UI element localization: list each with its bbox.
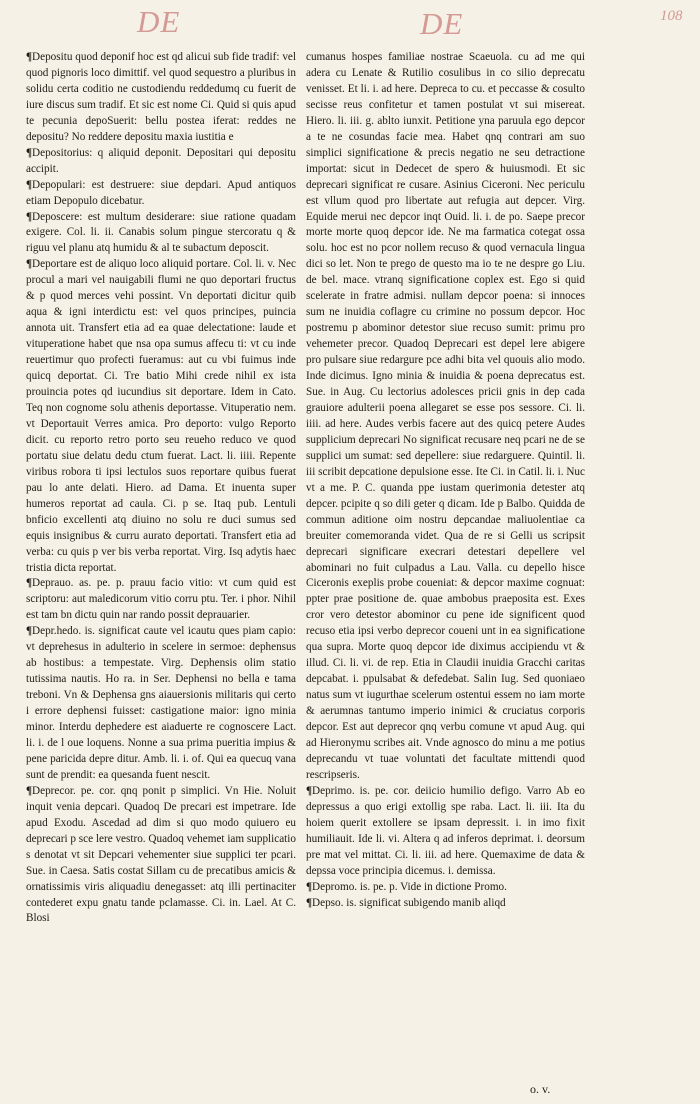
signature-mark: o. v. xyxy=(530,1082,551,1096)
entry-deportare: ¶ Deportare est de aliquo loco aliquid portare. Col. li. v. Nec procul a mari vel nauigabili flumi ne quo deportari fructus & p quod merces vehi possint. Vn deportati dicitur quib aqua & igni interdictu est: vel quos principes, puincia annota uit. Transfert etia ad ea quae delectatione: laude et vituperatione habet que nsa opa sumus affecu ti: vt cu inde reuertimur quo profecti fueramus: aut cu vbi fuimus inde quicq deportat. Ci. Tre batio Mihi crede nihil ex ista prouincia potes qd iucundius sit deportare. Idem in Cato. Teq non cognome solu athenis deportasse. Vituperatio nem. vt Deportauit Verres amica. Pro deporto: vulgo Reporto dicit. cu reporto retro porto seu reueho reduco ve quod portatu siue delatu dedu ctum fuerat. Lact. li. iiii. Repente viribus robora ti ipsi lectulos suos reportare quibus fuerat pau lo ante delati. Hiero. ad Dama. Et inuenta super humeros reportat ad caula. Ci. p se. Itaq pub. Lentuli bnficio excellenti atq diuino no solu re duci sumus sed equis insignibus & curru aurato deportati. Transfert etia ad verba: cu quis p ver bis verba reportat. Virg. Isq adytis haec tristia dicta reportat. xyxy=(26,257,296,576)
marginal-heading-middle: DE xyxy=(420,6,464,41)
entry-deprimo: ¶ Deprimo. is. pe. cor. deiicio humilio defigo. Varro Ab eo depressus a quo erigi extollig spe raba. Lact. li. iii. Ita du hoiem querit extollere se ipsam depressit. i. in imo fixit humiliauit. Ide li. vi. Altera q ad inferos deprimat. i. deorsum pre mat vel mittat. Ci. li. iii. ad here. Quemaxime de data & depssa voce principia dicemus. i. demissa. xyxy=(306,784,585,880)
entry-depromo: ¶ Depromo. is. pe. p. Vide in dictione Promo. xyxy=(306,880,585,896)
left-text-column xyxy=(26,50,296,927)
entry-depopulari: ¶ Depopulari: est destruere: siue depdari. Apud antiquos etiam Depopulo dicebatur. xyxy=(26,178,296,210)
entry-deprecor-continued: cumanus hospes familiae nostrae Scaeuola. cu ad me qui adera cu Lenate & Rutilio cosulibus in co silio deprecatu venisset. Et li. i. ad here. Depreca to cu. et peccasse & cosulto secisse reus confitetur et tamen postulat vt sui misereat. Hiero. li. iii. g. ablto iunxit. Petitione yna paruula ego depcor a te ne cosundas facie mea. Habet qnq contrari am suo simplici significatione & precis negatio ne seu detractione importat: sicut in Dedecet de spero & huiusmodi. Et sic deprecari significat re cusare. Asinius Ciceroni. Nec periculu est vllum quod pro libertate aut refugia aut depcer. Virg. Equide merui nec depcor inqt Ouid. li. i. de po. Saepe precor morte morte quoq depcor ide. Ne ma farmatica cotegat ossa solu. hoc est no pcor nollem recuso & quod vernacula lingua dici so let. Non te prego de questo ma io te ne despre go Liu. de bel. mace. vtranq significatione coplex est. Ego si quid scelerate in fratre admisi. nullam depcor poena: si innoces sum ne inuidia coflagre cu crimine no possum depcor. Hoc postremu p abominor detestor siue recuso sumit: primu pro vehemeter precor. Quadoq Deprecari est depel lere abigere pro pulsare siue redargure pce adhi bita vel quouis alio modo. Inde dicimus. Igno minia & inuidia & poena deprecatus est. Sue. in Aug. Cu lectorius adolesces pricii gnis in dep cada grauiore adulterii poena allegaret se esse pos sessore. Ci. li. iiii. ad here. Audes verbis facere aut des quicq petere Audes supplicium deprecari No significat recusare neq pcari ne de se supplici um sumat: sed depellere: siue redarguere. Quintil. li. iii scribit depcatione depulsione esse. Ite Ci. in Catil. li. i. Nuc vt a me. P. C. quanda ppe iustam querimonia detester atq depcer. pcipite q so dili geter q dicam. Ide p Balbo. Quidda de commun aditione oim nostru depcandae maliuolentiae ca breuiter comemoranda videt. Qua de re si Gelli us scripsit deprecari significare execrari detestari depellere vel abominari no fuit culpadus a Lau. Valla. cu depello hisce Ciceronis exeplis probe coueniat: & depcor maxime cognuat: ppter prae positione de. quae ambobus praeposita est. Exes cror vero detestor abominor cu pene ide significent quod recuso etia ipsi verbo deprecor coueni unt in ea significatione qua supra. Morte quoq depcor ide diximus accipiendu vt & illud. Ci. li. vi. de rep. Etia in Claudii inuidia Gracchi caritas depcabat. i. ppulsabat & defedebat. Salin Iug. Sed quoniaeo natus sum vt iugurthae scelerum ostentui essem no iam morte & aerumnas tantumo imperio inimici & cruciatus corporis depcor. Est aut deprecor qnq verbu comune vt apud Aug. qui ad Hieronymu scribes ait. Vnde agnosco do minu a me potius deprecandu vt tuae voluntati det facultate mittendi quod rescripseris. xyxy=(306,51,585,781)
entry-depravo: ¶ Deprauo. as. pe. p. prauu facio vitio: vt cum quid est scriptoru: aut maledicorum vitio corru ptu. Ter. i phor. Nihil est tam bn dictu quin nar rando possit deprauarier. xyxy=(26,576,296,624)
entry-deposcere: ¶ Deposcere: est multum desiderare: siue ratione quadam exigere. Col. li. ii. Canabis solum pingue stercoratu q & riguu vel planu atq humidu & al te subactum deposcit. xyxy=(26,210,296,258)
entry-depso: ¶ Depso. is. significat subigendo manib aliqd xyxy=(306,896,585,912)
entry-depositorius: ¶ Depositorius: q aliquid deponit. Depositari qui depositu accipit. xyxy=(26,146,296,178)
right-text-column xyxy=(306,50,585,911)
entry-depositum: ¶ Depositu quod deponif hoc est qd alicui sub fide tradif: vel quod pignoris loco dimittif. vel quod sequestro a pluribus in solidu certa coditio ne custodiendu reddedumq cu fuerit de iure discus sum tradif. Et sic est nome Ci. Quid si quis apud te pecunia depoSuerit: bellu postea iferat: reddes ne depositu? No reddere depositu maxia iustitia e xyxy=(26,50,296,146)
entry-deprecor: ¶ Deprecor. pe. cor. qnq ponit p simplici. Vn Hie. Noluit inquit venia depcari. Quadoq De precari est impetrare. Ide apud Exodu. Ascedad ad dim si quo modo quiuero eu deprecari p sce lere vestro. Quadoq vehemet iam supplicatio s denotat vt sit Depcari vehementer siue supplici ter pcari. Sue. in Caesa. Satis costat Sillam cu de precatibus amicis & ornatissimis viris aliquadiu denegasset: atq illi pertinaciter contederet expu gnatu tande pclamasse. Ci. in. Lael. At C. Blosi xyxy=(26,784,296,928)
marginal-heading-left: DE xyxy=(137,4,181,39)
marginal-page-number: 108 xyxy=(660,8,683,24)
entry-deprehendo: ¶ Depr.hedo. is. significat caute vel icautu ques piam capio: vt deprehesus in adulterio in scelere in sermoe: dephensus ab hostibus: a tempestate. Virg. Dephensis olim statio tutissima nautis. Ho ra. in Ser. Dephensi no bella e tama treboni. Vn & Dephensa gns aiauersionis militaris qui certo i errore dephensi fuisset: castigatione maior: igno minia minor. Interdu dephedere est aiaduerte re cognoscere Lact. li. i. de l oue loquens. Nonne a sua prima pueritia impius & pene paricida depre ditur. Amb. li. i. of. Qui ea quecuq vana sunt de prendit: ea quesanda fuent nescit. xyxy=(26,624,296,784)
